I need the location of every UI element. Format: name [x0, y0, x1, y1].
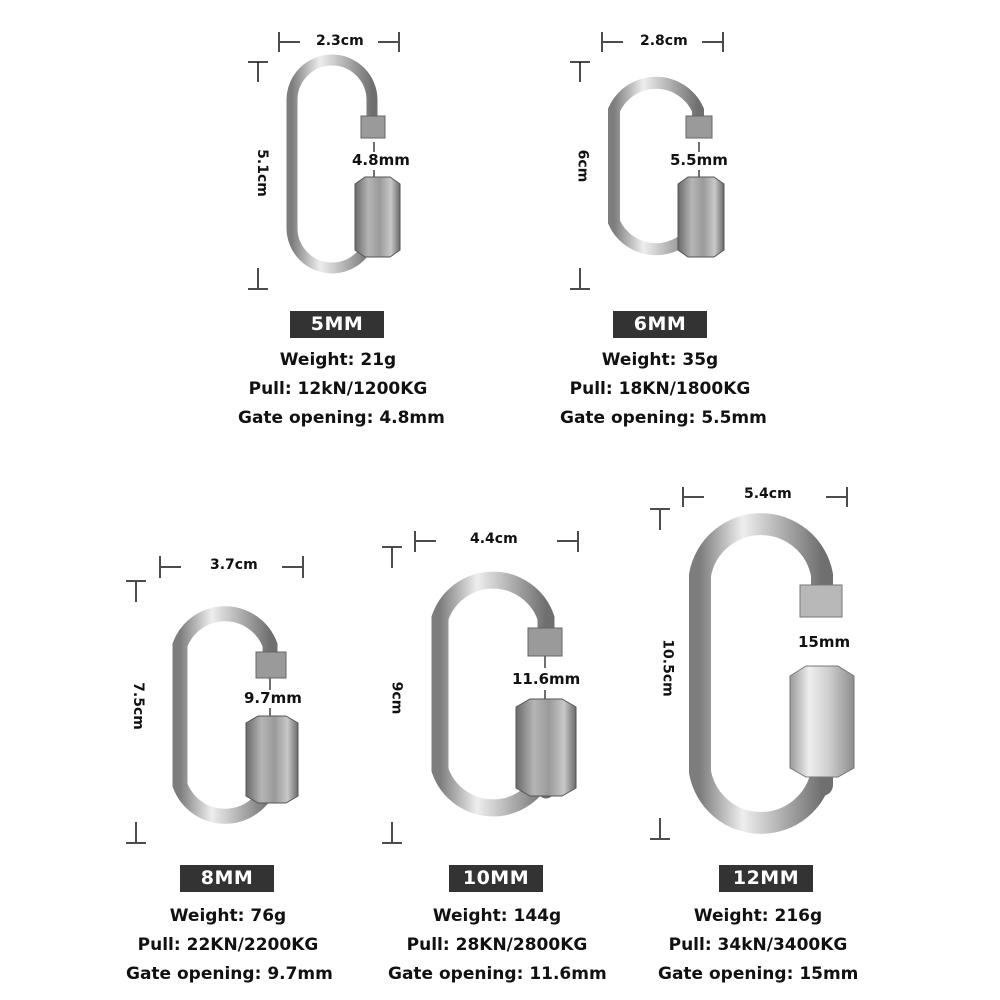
height-measure: 9cm — [388, 681, 405, 715]
height-measure: 10.5cm — [659, 639, 676, 697]
size-label: 12MM — [719, 865, 813, 892]
size-label: 5MM — [290, 311, 384, 338]
gate-gap-measure: 9.7mm — [244, 689, 302, 707]
pull-row: Pull: 28KN/2800KG — [406, 935, 588, 955]
gate-row: Gate opening: 11.6mm — [388, 964, 607, 984]
pull-row: Pull: 34kN/3400KG — [668, 935, 848, 955]
width-measure: 2.3cm — [316, 33, 364, 49]
gate-row: Gate opening: 15mm — [658, 964, 859, 984]
gate-gap-measure: 11.6mm — [512, 670, 581, 688]
weight-row: Weight: 216g — [693, 906, 823, 926]
size-label: 10MM — [449, 865, 543, 892]
size-label: 6MM — [613, 311, 707, 338]
pull-row: Pull: 22KN/2200KG — [137, 935, 319, 955]
gate-gap-measure: 15mm — [798, 633, 851, 651]
spec-list — [658, 902, 858, 989]
weight-row: Weight: 35g — [601, 350, 719, 370]
width-measure: 2.8cm — [640, 33, 688, 49]
gate-row: Gate opening: 4.8mm — [238, 408, 445, 428]
height-measure: 7.5cm — [129, 682, 146, 730]
height-measure: 5.1cm — [253, 149, 270, 197]
width-measure: 4.4cm — [470, 531, 518, 547]
gate-gap-measure: 5.5mm — [670, 151, 728, 169]
gate-row: Gate opening: 9.7mm — [126, 964, 333, 984]
gate-row: Gate opening: 5.5mm — [560, 408, 767, 428]
pull-row: Pull: 18KN/1800KG — [569, 379, 751, 399]
width-measure: 5.4cm — [744, 486, 792, 502]
gate-gap-measure: 4.8mm — [352, 151, 410, 169]
height-measure: 6cm — [574, 149, 591, 183]
width-measure: 3.7cm — [210, 557, 258, 573]
weight-row: Weight: 21g — [279, 350, 397, 370]
weight-row: Weight: 144g — [432, 906, 562, 926]
size-label: 8MM — [180, 865, 274, 892]
weight-row: Weight: 76g — [169, 906, 287, 926]
pull-row: Pull: 12kN/1200KG — [248, 379, 428, 399]
